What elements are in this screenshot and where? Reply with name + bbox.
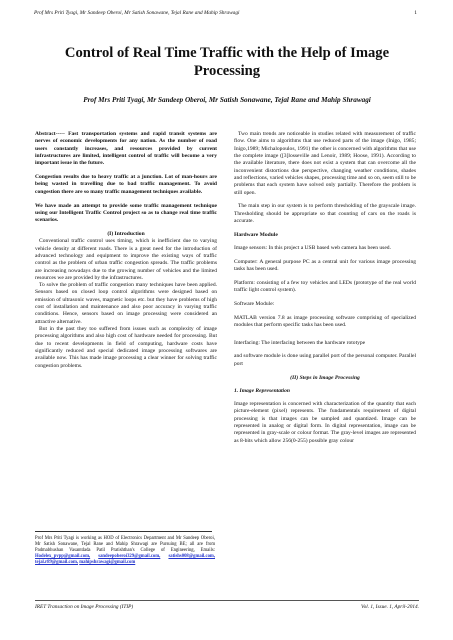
body-paragraph: The main step in our system is to perform thresholding of the grayscale image. Thresholding should be appropriate so that counting of cars on the roads is accurate. bbox=[234, 203, 416, 224]
abstract-paragraph: We have made an attempt to provide some traffic management technique using our Intelligent Traffic Control project so as to change real time traffic scenarios. bbox=[35, 202, 217, 224]
section-heading-steps: (II) Steps in Image Processing bbox=[290, 374, 360, 381]
body-paragraph: Image sensors: In this project a USB based web camera has been used. bbox=[234, 245, 391, 252]
author-footnote bbox=[35, 536, 215, 566]
body-paragraph: To solve the problem of traffic congestion many techniques have been applied. Sensors based on closed loop control algorithms were designed based on emission of ultrasonic waves, magnetic loops etc. but they have problems of high cost of installation and maintenance and also poor accuracy in varying traffic conditions. Hence, sensors based on image processing were considered an attractive alternative. bbox=[35, 282, 217, 325]
section-heading-introduction: (I) Introduction bbox=[107, 230, 145, 237]
abstract-paragraph: Congestion results due to heavy traffic at a junction. Lot of man-hours are being wasted in travelling due to bad traffic management. To avoid congestion there are so many traffic management techniques available. bbox=[35, 174, 217, 195]
body-paragraph: MATLAB version 7.8 as image processing software comprising of specialized modules that perform specific tasks has been used. bbox=[234, 314, 416, 329]
body-paragraph: Two main trends are noticeable in studies related with measurement of traffic flow. One aims to algorithms that use reduced parts of the image (Inigo, 1985; Inigo,1989; Michalopoulos, 1991) the other is concerned with algorithms that use the complete image ([3]losseville and Lenoir, 1989; Hoose, 1991). According to the available literature, there does not exist a system that can overcome all the inconvenient distortions due perspective, changing weather conditions, shades and reflections, varied vehicles shapes, processing time and so on, seem still to be problems that each system have solved only partially. Therefore the problem is still open. bbox=[234, 131, 416, 196]
subheading-software: Software Module: bbox=[234, 301, 275, 308]
body-paragraph: and software module is done using parallel port of the personal computer. Parallel port bbox=[234, 353, 416, 367]
paper-title: Control of Real Time Traffic with the Help of Image Processing bbox=[64, 45, 390, 80]
body-paragraph: Image representation is concerned with characterization of the quantity that each picture-element (pixel) represents. The fundamentals requirement of digital processing is that images can be sampled and quantized. Image can be represented in analog or digital form. In digital representation, image can be represented in gray-scale or colour format. The gray-level images are represented as 8-bits which allow 256(0-255) possible gray colour bbox=[234, 401, 416, 444]
right-column bbox=[234, 131, 416, 445]
body-paragraph: Platform: consisting of a few toy vehicles and LEDs (prototype of the real world traffic light control system). bbox=[234, 280, 416, 294]
footnote-divider bbox=[35, 531, 212, 532]
email-link[interactable]: satishs008@gmail.com, bbox=[168, 554, 215, 560]
footer-divider bbox=[35, 600, 419, 601]
email-link[interactable]: tejal.r89@gmail.com, bbox=[35, 560, 79, 566]
volume-info: Vol. 1, Issue. 1, April-2014. bbox=[360, 604, 419, 610]
body-paragraph: Computer: A general purpose PC as a central unit for various image processing tasks has been used. bbox=[234, 258, 416, 273]
email-link[interactable]: sandeepoberoi329@gmail.com, bbox=[98, 554, 161, 560]
abstract-paragraph: Abstract----- Fast transportation systems and rapid transit systems are nerves of economic developments for any nation. As the number of road users constantly increases, and resources provided by current infrastructures are limited, intelligent control of traffic will become a very important issue in the future. bbox=[35, 131, 217, 167]
left-column bbox=[35, 131, 217, 370]
subheading-image-representation: 1. Image Representation bbox=[234, 387, 290, 394]
body-paragraph: Interfacing: The interfacing between the hardware rototype bbox=[234, 339, 366, 346]
author-line: Prof Mrs Priti Tyagi, Mr Sandeep Oberoi, Mr Satish Sonawane, Tejal Rane and Mahip Shrawagi bbox=[83, 96, 371, 104]
body-paragraph: Conventional traffic control uses timing, which is inefficient due to varying vehicle density at different roads. There is a great need for the introduction of advanced technology and equipment to improve the existing ways of traffic control as the problem of urban traffic congestion spreads. The traffic problems are increasing nowadays due to the growing number of vehicles and the limited resources we are provided by the infrastructures. bbox=[35, 238, 217, 281]
running-header: Prof Mrs Priti Tyagi, Mr Sandeep Oberoi, Mr Satish Sonawane, Tejal Rane and Mahip Shrawagi bbox=[34, 10, 240, 16]
subheading-hardware: Hardware Module bbox=[234, 231, 278, 238]
footnote-text: Prof Mrs Priti Tyagi is working as HOD of Electronics Department and Mr Sandeep Oberoi, Mr Satish Sonawane, Tejal Rane and Mahip Shrawagi are Pursuing BE; all are from Padmabhushan Vasantdada Patil Pratishthan's College of Engineering, Emails: bbox=[35, 536, 215, 554]
email-link[interactable]: Hodelex_pvpp@gmail.com, bbox=[35, 554, 91, 560]
page-number: 1 bbox=[414, 10, 417, 16]
email-link[interactable]: mahipshrawagi@gmail.com bbox=[79, 560, 136, 566]
body-paragraph: But in the past they too suffered from issues such as complexity of image processing algorithms and also high cost of hardware needed for processing. But due to recent developments in field of computing, hardware costs have significantly reduced and special dedicated image processing softwares are available now. This has made image processing a clear winner for solving traffic congestion problems. bbox=[35, 326, 217, 369]
journal-name: IRET Transaction on Image Processing (ITIP) bbox=[35, 604, 134, 610]
